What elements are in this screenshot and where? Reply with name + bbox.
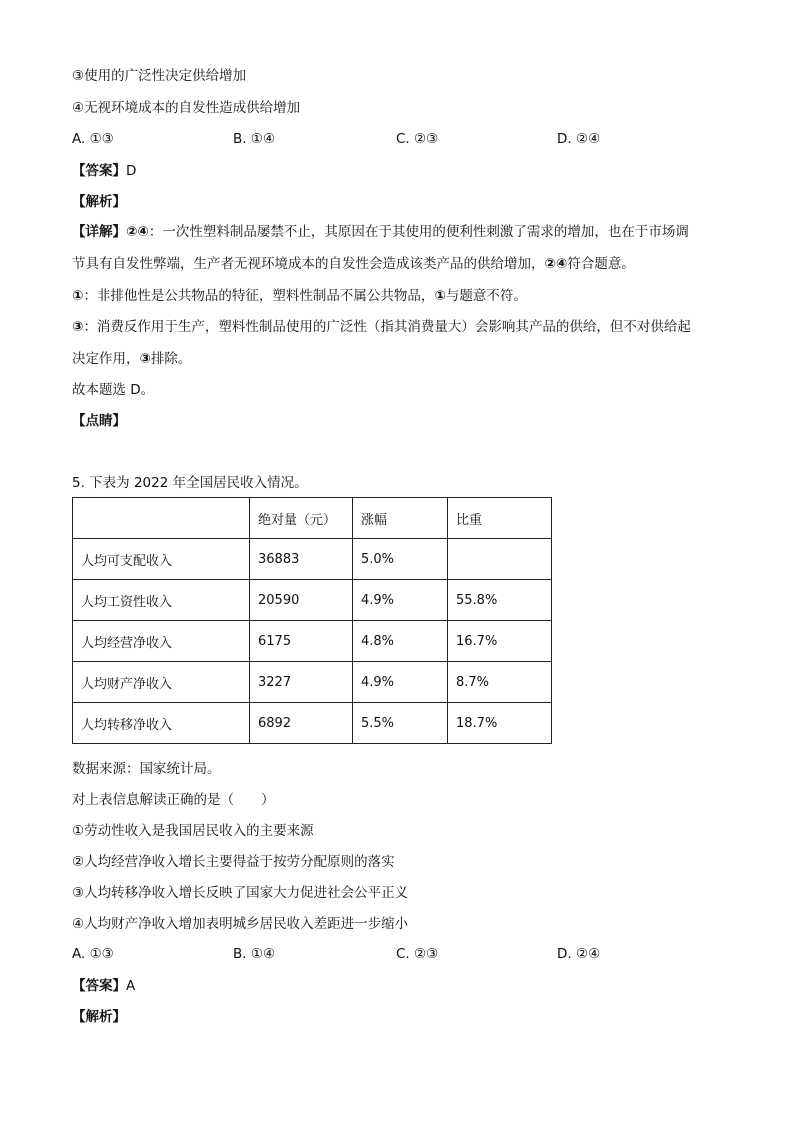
q4-point-1-mark: ① <box>72 288 84 304</box>
q4-conclusion: 故本题选 D。 <box>72 382 155 398</box>
table-row <box>73 580 552 621</box>
q4-point-3-text-c: 排除。 <box>150 351 192 367</box>
table-cell: 36883 <box>250 539 353 580</box>
table-cell: 5.5% <box>353 703 448 744</box>
q5-question: 对上表信息解读正确的是（ ） <box>72 792 275 808</box>
q5-option-c: C. ②③ <box>396 946 439 962</box>
table-cell: 4.9% <box>353 662 448 703</box>
q4-option-d: D. ②④ <box>557 131 601 147</box>
q4-analysis-label: 【解析】 <box>72 194 126 210</box>
table-row <box>73 621 552 662</box>
q5-option-a: A. ①③ <box>72 946 114 962</box>
q5-answer-label: 【答案】 <box>72 978 126 994</box>
table-header-cell: 涨幅 <box>353 498 448 539</box>
q4-comment-label: 【点睛】 <box>72 413 126 429</box>
q4-answer <box>72 162 136 180</box>
q5-option-d: D. ②④ <box>557 946 601 962</box>
table-cell: 4.8% <box>353 621 448 662</box>
q4-statement-4: ④无视环境成本的自发性造成供给增加 <box>72 100 301 116</box>
table-header-cell: 绝对量（元） <box>250 498 353 539</box>
table-cell: 6175 <box>250 621 353 662</box>
q4-detail-paragraph <box>72 216 724 280</box>
q4-point-3 <box>72 311 724 375</box>
q4-detail-marks-2: ②④ <box>544 256 568 272</box>
table-cell: 20590 <box>250 580 353 621</box>
q4-point-1-text-a: ：非排他性是公共物品的特征，塑料性制品不属公共物品， <box>83 288 435 304</box>
q4-point-3-mark: ③ <box>72 319 84 335</box>
q4-detail-text-b: 节具有自发性弊端，生产者无视环境成本的自发性会造成该类产品的供给增加， <box>72 256 545 272</box>
q4-detail-marks: ②④ <box>126 224 149 240</box>
q5-statement-4: ④人均财产净收入增加表明城乡居民收入差距进一步缩小 <box>72 916 409 932</box>
q4-statement-3: ③使用的广泛性决定供给增加 <box>72 68 247 84</box>
table-cell: 4.9% <box>353 580 448 621</box>
table-row <box>73 539 552 580</box>
q4-answer-label: 【答案】 <box>72 163 126 179</box>
q4-option-c: C. ②③ <box>396 131 439 147</box>
table-header-row <box>73 498 552 539</box>
table-cell: 5.0% <box>353 539 448 580</box>
q4-point-3-mark-2: ③ <box>139 351 151 367</box>
table-cell: 人均经营净收入 <box>73 621 250 662</box>
table-cell: 18.7% <box>448 703 552 744</box>
table-cell: 人均工资性收入 <box>73 580 250 621</box>
q4-option-a: A. ①③ <box>72 131 114 147</box>
q5-option-b: B. ①④ <box>233 946 276 962</box>
q4-point-1 <box>72 280 724 312</box>
table-cell: 8.7% <box>448 662 552 703</box>
table-cell: 6892 <box>250 703 353 744</box>
q5-source: 数据来源：国家统计局。 <box>72 761 221 777</box>
q4-point-1-text-b: 与题意不符。 <box>445 288 527 304</box>
q4-detail-text-c: 符合题意。 <box>567 256 635 272</box>
q4-point-3-text-b: 决定作用， <box>72 351 140 367</box>
q5-analysis-label: 【解析】 <box>72 1009 126 1025</box>
q5-statement-2: ②人均经营净收入增长主要得益于按劳分配原则的落实 <box>72 854 395 870</box>
q4-point-3-text-a: ：消费反作用于生产，塑料性制品使用的广泛性（指其消费量大）会影响其产品的供给，但不对供给起 <box>83 319 691 335</box>
table-cell: 55.8% <box>448 580 552 621</box>
table-row <box>73 662 552 703</box>
q4-answer-value: D <box>126 163 137 179</box>
table-cell: 人均转移净收入 <box>73 703 250 744</box>
table-cell: 人均财产净收入 <box>73 662 250 703</box>
q5-answer-value: A <box>126 978 136 994</box>
q4-point-1-mark-2: ① <box>434 288 446 304</box>
q5-answer <box>72 977 135 995</box>
table-row <box>73 703 552 744</box>
q4-detail-label: 【详解】 <box>72 224 126 240</box>
table-cell: 16.7% <box>448 621 552 662</box>
table-header-cell <box>73 498 250 539</box>
table-header-cell: 比重 <box>448 498 552 539</box>
table-cell <box>448 539 552 580</box>
q5-statement-3: ③人均转移净收入增长反映了国家大力促进社会公平正义 <box>72 885 409 901</box>
table-cell: 人均可支配收入 <box>73 539 250 580</box>
q5-stem: 5. 下表为 2022 年全国居民收入情况。 <box>72 475 308 491</box>
q4-detail-text-a: ：一次性塑料制品屡禁不止，其原因在于其使用的便利性刺激了需求的增加，也在于市场调 <box>148 224 689 240</box>
q5-statement-1: ①劳动性收入是我国居民收入的主要来源 <box>72 823 314 839</box>
table-cell: 3227 <box>250 662 353 703</box>
income-table <box>72 497 552 744</box>
q4-option-b: B. ①④ <box>233 131 276 147</box>
